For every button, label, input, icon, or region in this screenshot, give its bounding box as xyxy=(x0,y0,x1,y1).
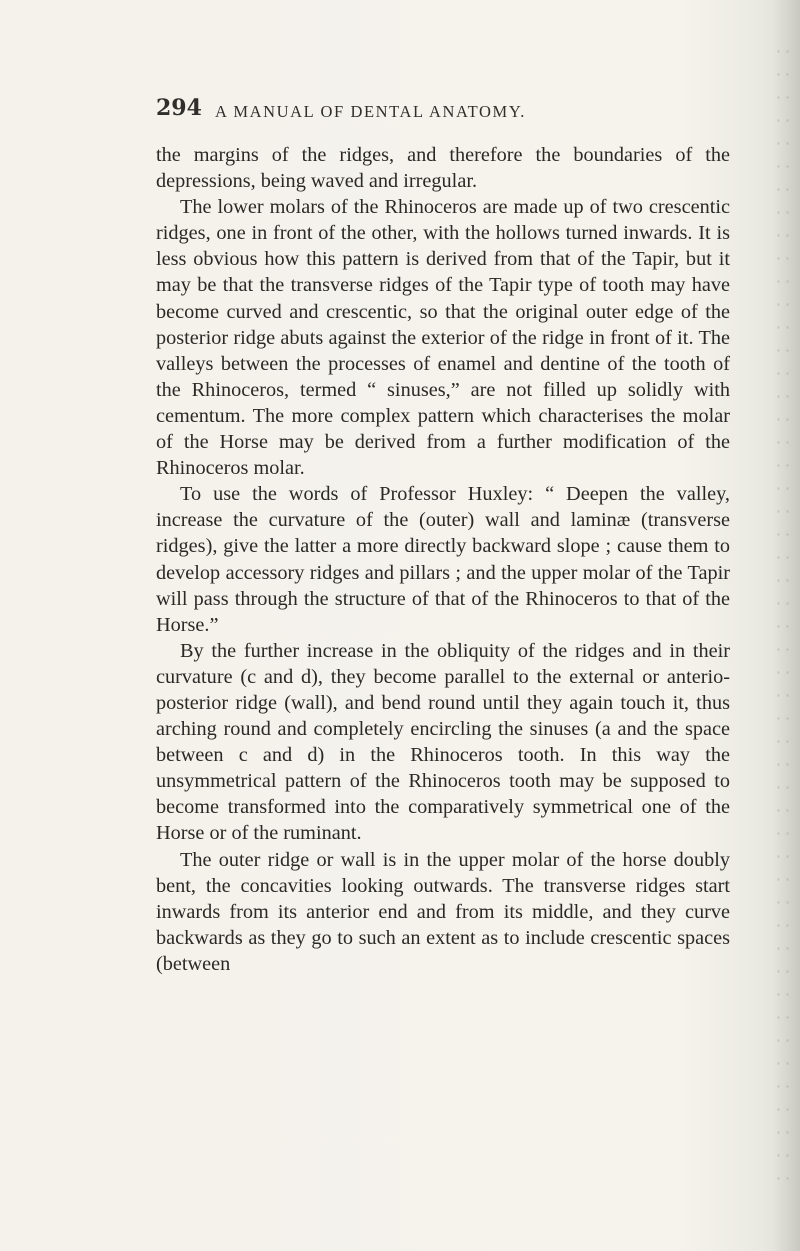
paragraph-2: The lower molars of the Rhinoceros are made up of two crescentic ridges, one in front of the other, with the hollows turned inwards. It is less obvious how this pattern is derived from that of the Tapir, but it may be that the transverse ridges of the Tapir type of tooth may have become curved and crescentic, so that the original outer edge of the posterior ridge abuts against the exterior of the ridge in front of it. The valleys between the processes of enamel and dentine of the tooth of the Rhinoceros, termed “ sinuses,” are not filled up solidly with cementum. The more complex pattern which characterises the molar of the Horse may be derived from a further modification of the Rhinoceros molar. xyxy=(156,196,730,480)
page-edge-texture xyxy=(774,40,794,1200)
paragraph-5: The outer ridge or wall is in the upper molar of the horse doubly bent, the concavities looking outwards. The transverse ridges start inwards from its anterior end and from its middle, and they curve backwards as they go to such an extent as to include crescentic spaces (between xyxy=(156,848,730,975)
paragraph-3: To use the words of Professor Huxley: “ Deepen the valley, increase the curvature of the (outer) wall and laminæ (transverse ridges), give the latter a more directly backward slope ; cause them to develop accessory ridges and pillars ; and the upper molar of the Tapir will pass through the structure of that of the Rhinoceros to that of the Horse.” xyxy=(156,483,730,636)
page-edge-shadow xyxy=(762,0,800,1251)
page-number: 294 xyxy=(156,95,202,121)
running-title: A MANUAL OF DENTAL ANATOMY. xyxy=(215,102,526,121)
body-text xyxy=(156,142,730,977)
running-head xyxy=(0,95,800,135)
paragraph-4: By the further increase in the obliquity of the ridges and in their curvature (c and d), they become parallel to the external or anterio-posterior ridge (wall), and bend round until they again touch it, thus arching round and completely encircling the sinuses (a and the space between c and d) in the Rhinoceros tooth. In this way the unsymmetrical pattern of the Rhinoceros tooth may be supposed to become transformed into the comparatively symmetrical one of the Horse or of the ruminant. xyxy=(156,639,730,845)
paragraph-1: the margins of the ridges, and therefore the boundaries of the depressions, being waved and irregular. xyxy=(156,144,730,193)
